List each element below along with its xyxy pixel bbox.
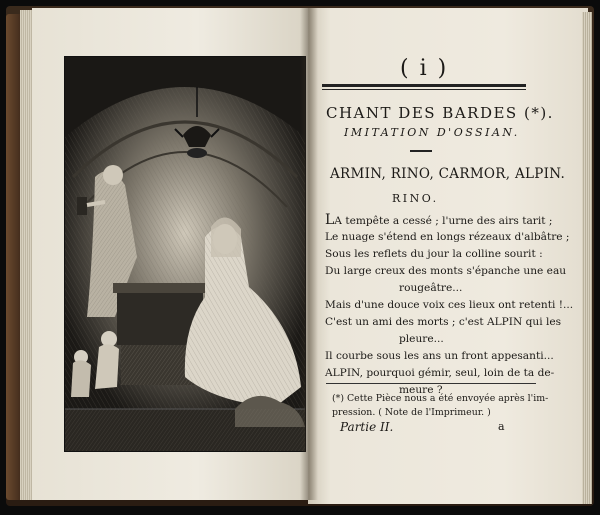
poem-line-text: A tempête a cessé ; l'urne des airs tarit ; bbox=[334, 215, 553, 227]
footnote-line: (*) Cette Pièce nous a été envoyée après l'im- bbox=[332, 393, 549, 404]
poem-line: pleure... bbox=[399, 333, 444, 345]
drop-cap: L bbox=[325, 212, 335, 228]
poem-line: Il courbe sous les ans un front appesanti... bbox=[325, 350, 554, 362]
short-rule bbox=[410, 150, 432, 152]
poem-line: Mais d'une douce voix ces lieux ont retenti !... bbox=[325, 299, 574, 311]
poem-line bbox=[325, 212, 575, 229]
poem-line: ALPIN, pourquoi gémir, seul, loin de ta de- bbox=[325, 367, 555, 379]
poem-line: Le nuage s'étend en longs rézeaux d'albâtre ; bbox=[325, 231, 570, 243]
book-gutter bbox=[300, 8, 318, 500]
signature-letter: a bbox=[498, 420, 505, 433]
footnote-line: pression. ( Note de l'Imprimeur. ) bbox=[332, 407, 491, 418]
engraving-illustration bbox=[64, 56, 306, 452]
poem-line: meure ? bbox=[399, 384, 443, 396]
footnote-rule bbox=[326, 383, 536, 384]
poem-line: C'est un ami des morts ; c'est ALPIN qui les bbox=[325, 316, 562, 328]
page-stack-right bbox=[582, 12, 592, 504]
poem-line: Sous les reflets du jour la colline sourit : bbox=[325, 248, 543, 260]
engraving-svg bbox=[65, 57, 305, 451]
poem-line: Du large creux des monts s'épanche une eau bbox=[325, 265, 567, 277]
character-list: ARMIN, RINO, CARMOR, ALPIN. bbox=[330, 166, 566, 182]
speaker-name: RINO. bbox=[392, 192, 439, 205]
header-rule-thick bbox=[322, 84, 526, 87]
signature-mark-part: Partie II. bbox=[340, 420, 394, 434]
footnote bbox=[332, 392, 548, 420]
chapter-title: CHANT DES BARDES (*). bbox=[326, 104, 554, 122]
poem-text bbox=[325, 212, 575, 399]
header-rule-thin bbox=[322, 89, 526, 90]
page-number: ( i ) bbox=[400, 56, 449, 81]
chapter-subtitle: IMITATION D'OSSIAN. bbox=[344, 126, 520, 139]
poem-line: rougeâtre... bbox=[399, 282, 463, 294]
